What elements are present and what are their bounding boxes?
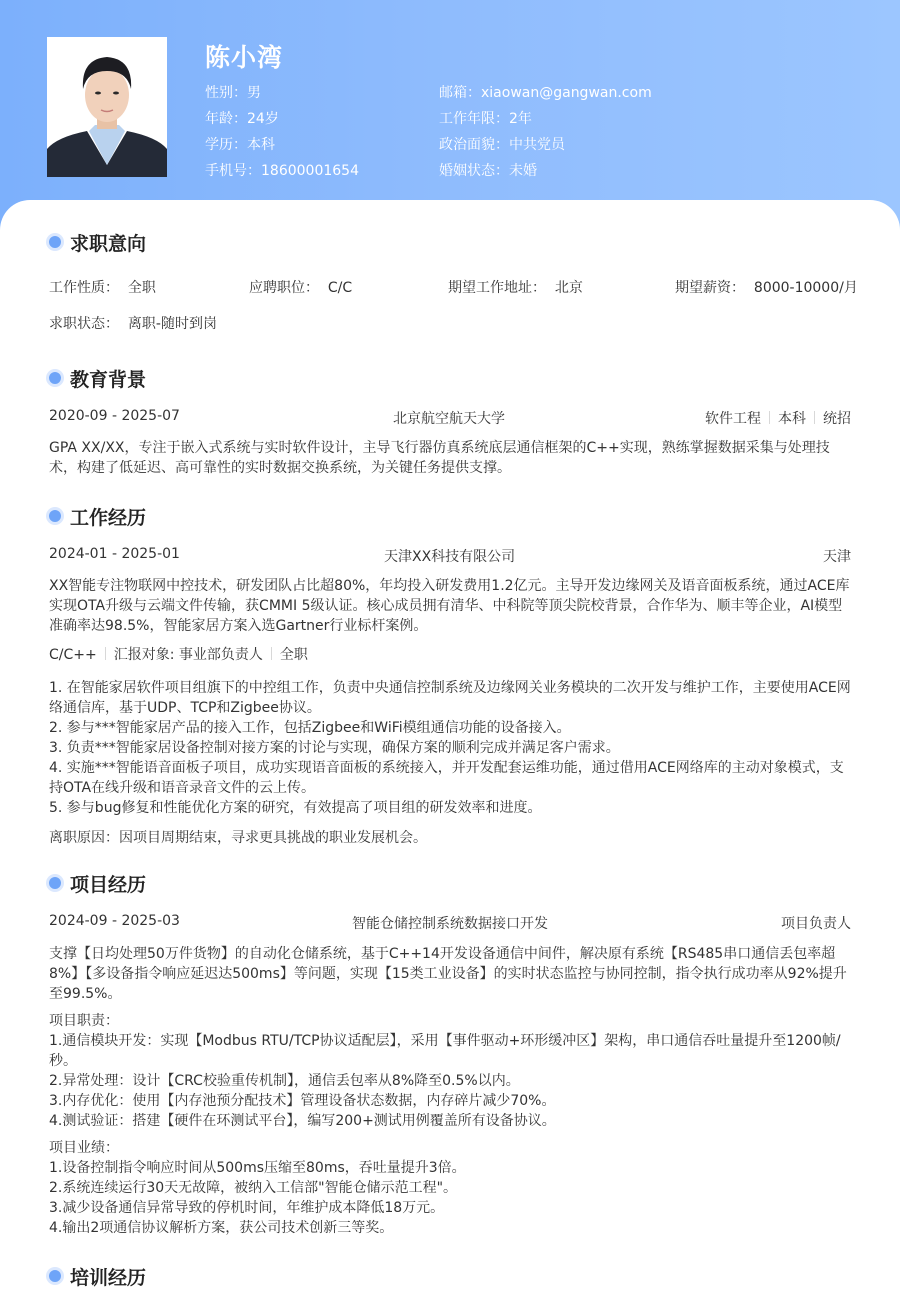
bullet-dot-icon [49,236,61,248]
text-line: 5. 参与bug修复和性能优化方案的研究，有效提高了项目组的研发效率和进度。 [49,800,542,816]
divider [271,647,272,660]
person-portrait-icon [47,37,167,177]
intent-label: 求职状态： [49,316,119,332]
leave-reason: 离职原因：因项目周期结束，寻求更具挑战的职业发展机会。 [49,830,427,846]
text-line: XX智能专注物联网中控技术，研发团队占比超80%，年均投入研发费用1.2亿元。主导开发边缘网关及语音面板系统，通过ACE库 [49,578,850,594]
intent-position [249,277,352,297]
intent-location [448,277,583,297]
section-title-text: 求职意向 [70,232,147,255]
info-label: 手机号： [205,163,261,179]
text-line: 3. 负责***智能家居设备控制对接方案的讨论与实现，确保方案的顺利完成并满足客户需求。 [49,740,620,756]
info-value: 本科 [247,137,275,153]
text-line: 8%】【多设备指令响应延迟达500ms】等问题，实现【15类工业设备】的实时状态监控与协同控制，指令执行成功率从92%提升 [49,966,847,982]
profile-photo [47,37,167,177]
section-title-education [48,364,146,392]
text-line: 2.异常处理：设计【CRC校验重传机制】，通信丢包率从8%降至0.5%以内。 [49,1073,520,1089]
intent-value: 离职-随时到岗 [127,316,217,332]
work-company: 天津XX科技有限公司 [384,549,516,565]
education-description [49,438,854,478]
enroll-type-tag: 统招 [823,411,851,427]
info-gender [205,83,359,109]
text-line: 3.内存优化：使用【内存池预分配技术】管理设备状态数据，内存碎片减少70%。 [49,1093,556,1109]
info-age [205,109,359,135]
text-line: GPA XX/XX，专注于嵌入式系统与实时软件设计，主导飞行器仿真系统底层通信框架的C++实现，熟练掌握数据采集与处理技 [49,440,830,456]
intent-salary [675,277,858,297]
intent-label: 应聘职位： [249,280,319,296]
intent-status [49,313,217,333]
info-label: 工作年限： [439,111,509,127]
basic-info-left [205,83,359,187]
text-line: 秒。 [49,1053,77,1069]
info-value: 2年 [509,111,532,127]
section-title-training [48,1262,146,1290]
bullet-dot-icon [49,372,61,384]
project-role: 项目负责人 [781,916,851,932]
report-to-tag: 汇报对象: 事业部负责人 [113,647,263,663]
bullet-dot-icon [49,510,61,522]
info-value: 中共党员 [509,137,565,153]
project-results [49,1138,854,1238]
text-line: 至99.5%。 [49,986,122,1002]
basic-info-right [439,83,652,187]
text-line: 实现OTA升级与云端文件传输，获CMMI 5级认证。核心成员拥有清华、中科院等顶尖院校背景，合作华为、顺丰等企业，AI模型 [49,598,843,614]
divider [814,411,815,424]
degree-tag: 本科 [778,411,806,427]
text-line: 3.减少设备通信异常导致的停机时间，年维护成本降低18万元。 [49,1200,445,1216]
text-line: 持OTA在线升级和语音录音文件的云上传。 [49,780,316,796]
work-period: 2024-01 - 2025-01 [49,546,180,562]
education-school: 北京航空航天大学 [393,411,505,427]
intent-value: C/C [327,280,353,296]
subsection-label: 项目业绩： [49,1140,119,1156]
info-marital [439,161,652,187]
info-label: 政治面貌： [439,137,509,153]
major-tag: 软件工程 [705,411,761,427]
work-duties [49,678,854,818]
section-title-intent [48,228,146,256]
intent-label: 期望工作地址： [448,280,546,296]
info-label: 性别： [205,85,247,101]
info-value: 男 [247,85,261,101]
bullet-dot-icon [49,877,61,889]
text-line: 1.通信模块开发：实现【Modbus RTU/TCP协议适配层】，采用【事件驱动+环形缓冲区】架构，串口通信吞吐量提升至1200帧/ [49,1033,841,1049]
project-period: 2024-09 - 2025-03 [49,913,180,929]
section-title-work [48,502,146,530]
education-tags [705,408,851,428]
section-title-text: 项目经历 [70,873,147,896]
project-intro [49,944,854,1004]
info-label: 年龄： [205,111,247,127]
education-period: 2020-09 - 2025-07 [49,408,180,424]
section-title-text: 教育背景 [70,368,147,391]
info-phone [205,161,359,187]
text-line: 4.测试验证：搭建【硬件在环测试平台】，编写200+测试用例覆盖所有设备协议。 [49,1113,556,1129]
work-tags [49,644,308,664]
info-value: 18600001654 [261,163,359,179]
bullet-dot-icon [49,1270,61,1282]
info-years [439,109,652,135]
intent-label: 工作性质： [49,280,119,296]
section-title-text: 工作经历 [70,506,147,529]
text-line: 1.设备控制指令响应时间从500ms压缩至80ms，吞吐量提升3倍。 [49,1160,466,1176]
text-line: 4.输出2项通信协议解析方案，获公司技术创新三等奖。 [49,1220,394,1236]
text-line: 4. 实施***智能语音面板子项目，成功实现语音面板的系统接入，并开发配套运维功能，通过借用ACE网络库的主动对象模式，支 [49,760,844,776]
info-value: 未婚 [509,163,537,179]
info-label: 邮箱： [439,85,481,101]
intent-value: 北京 [554,280,583,296]
info-degree [205,135,359,161]
text-line: 准确率达98.5%，智能家居方案入选Gartner行业标杆案例。 [49,618,428,634]
job-type-tag: 全职 [279,647,308,663]
project-duties [49,1011,854,1131]
text-line: 2. 参与***智能家居产品的接入工作，包括Zigbee和WiFi模组通信功能的设备接入。 [49,720,571,736]
info-email [439,83,652,109]
text-line: 2.系统连续运行30天无故障，被纳入工信部"智能仓储示范工程"。 [49,1180,458,1196]
text-line: 络通信库，基于UDP、TCP和Zigbee协议。 [49,700,321,716]
info-political [439,135,652,161]
divider [769,411,770,424]
divider [105,647,106,660]
section-title-text: 培训经历 [70,1266,147,1289]
intent-job-type [49,277,156,297]
text-line: 术，构建了低延迟、高可靠性的实时数据交换系统，为关键任务提供支撑。 [49,460,511,476]
work-city: 天津 [823,549,851,565]
info-value: 24岁 [247,111,279,127]
candidate-name: 陈小湾 [205,43,284,72]
info-label: 学历： [205,137,247,153]
text-line: 1. 在智能家居软件项目组旗下的中控组工作，负责中央通信控制系统及边缘网关业务模块的二次开发与维护工作，主要使用ACE网 [49,680,851,696]
skill-tag: C/C++ [49,647,97,663]
info-label: 婚姻状态： [439,163,509,179]
intent-label: 期望薪资： [675,280,745,296]
info-value: xiaowan@gangwan.com [481,85,652,101]
subsection-label: 项目职责： [49,1013,119,1029]
intent-value: 8000-10000/月 [753,280,858,296]
text-line: 支撑【日均处理50万件货物】的自动化仓储系统，基于C++14开发设备通信中间件，解决原有系统【RS485串口通信丢包率超 [49,946,836,962]
project-name: 智能仓储控制系统数据接口开发 [352,916,548,932]
intent-value: 全职 [127,280,156,296]
section-title-project [48,869,146,897]
company-intro [49,576,854,636]
